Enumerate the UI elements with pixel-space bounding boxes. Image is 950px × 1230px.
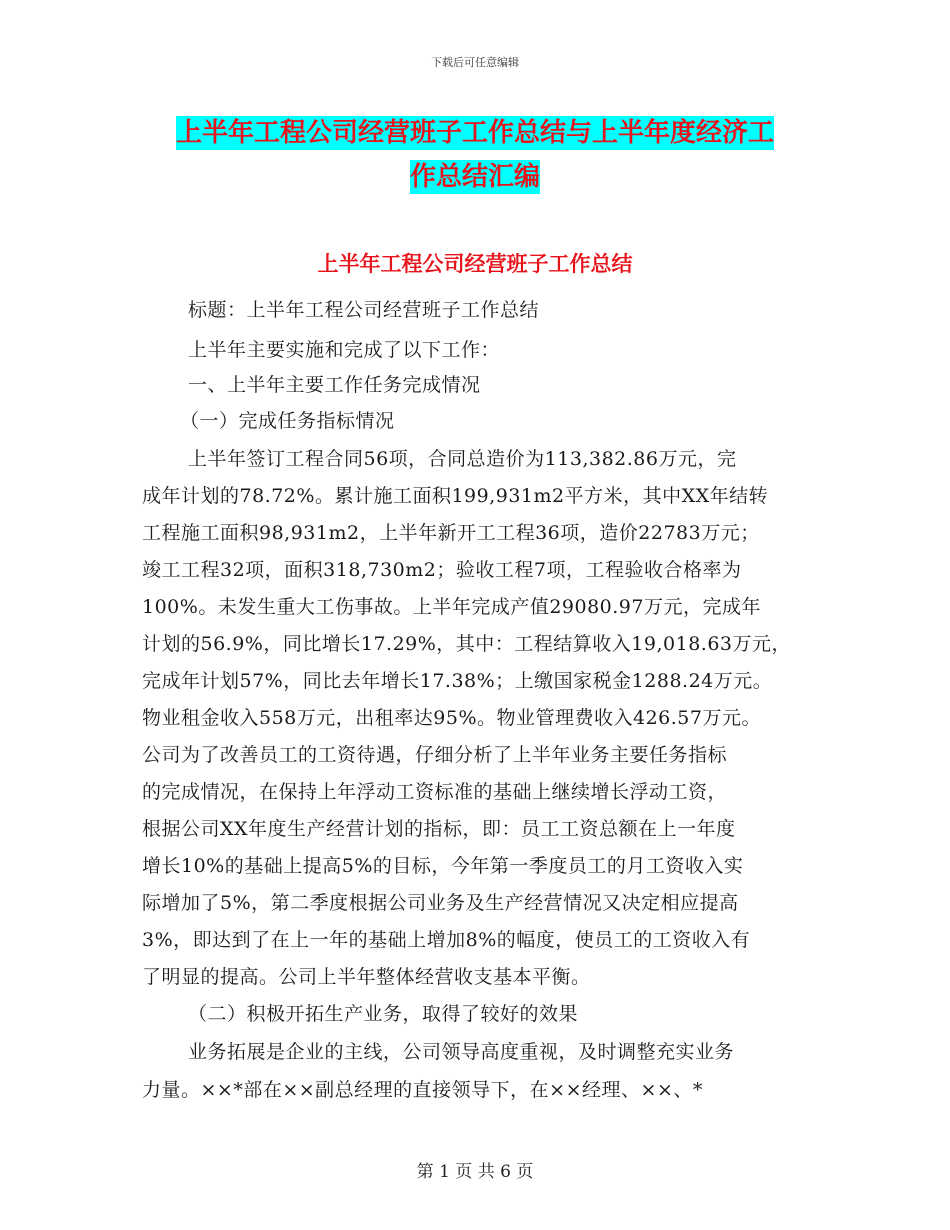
body-line: 上半年主要实施和完成了以下工作： [188,339,501,361]
body-line: 竣工工程32项，面积318,730m2；验收工程7项，工程验收合格率为 [142,559,742,581]
document-title-line-1: 上半年工程公司经营班子工作总结与上半年度经济工 [175,118,774,148]
page-footer: 第 1 页 共 6 页 [416,1162,534,1182]
body-line: 了明显的提高。公司上半年整体经营收支基本平衡。 [142,966,591,988]
body-line: 业务拓展是企业的主线，公司领导高度重视，及时调整充实业务 [188,1041,735,1063]
section-title: 上半年工程公司经营班子工作总结 [317,252,633,276]
body-line: 物业租金收入558万元，出租率达95%。物业管理费收入426.57万元。 [142,707,761,729]
body-line: 公司为了改善员工的工资待遇，仔细分析了上半年业务主要任务指标 [142,744,728,766]
body-line: （二）积极开拓生产业务，取得了较好的效果 [188,1003,579,1025]
body-line: 3%，即达到了在上一年的基础上增加8%的幅度，使员工的工资收入有 [142,929,751,951]
body-line: 力量。××*部在××副总经理的直接领导下，在××经理、××、* [142,1079,703,1101]
body-line: 完成年计划57%，同比去年增长17.38%；上缴国家税金1288.24万元。 [142,670,773,692]
body-line: 计划的56.9%，同比增长17.29%，其中：工程结算收入19,018.63万元， [142,633,792,655]
body-line: 标题：上半年工程公司经营班子工作总结 [188,299,540,321]
body-line: 100%。未发生重大工伤事故。上半年完成产值29080.97万元，完成年 [142,596,761,618]
body-line: 工程施工面积98,931m2，上半年新开工工程36项，造价22783万元； [142,522,760,544]
body-line: 的完成情况，在保持上年浮动工资标准的基础上继续增长浮动工资， [142,781,728,803]
body-line: 上半年签订工程合同56项，合同总造价为113,382.86万元，完 [188,448,737,470]
header-note: 下载后可任意编辑 [431,56,519,69]
body-line: 成年计划的78.72%。累计施工面积199,931m2平方米，其中XX年结转 [142,485,769,507]
body-line: 增长10%的基础上提高5%的目标，今年第一季度员工的月工资收入实 [142,855,744,877]
body-line: （一）完成任务指标情况 [180,410,395,432]
body-line: 际增加了5%，第二季度根据公司业务及生产经营情况又决定相应提高 [142,892,739,914]
body-line: 一、上半年主要工作任务完成情况 [188,374,481,396]
body-line: 根据公司XX年度生产经营计划的指标，即：员工工资总额在上一年度 [142,818,736,840]
document-title-line-2: 作总结汇编 [409,162,540,192]
